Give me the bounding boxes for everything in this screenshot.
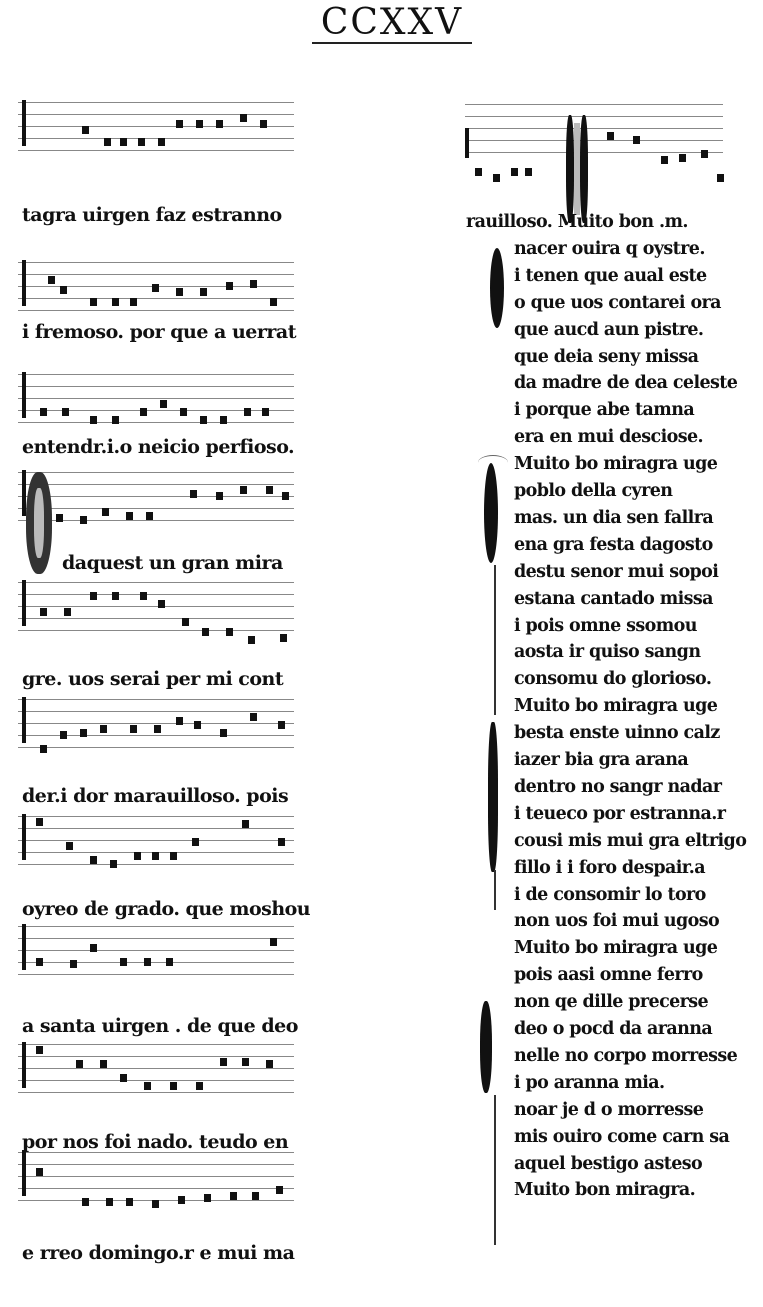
neume	[120, 1074, 127, 1082]
neume	[250, 713, 257, 721]
neume	[90, 298, 97, 306]
music-staff	[18, 258, 294, 308]
neume	[60, 731, 67, 739]
lyric-line: oyreo de grado. que moshou	[22, 898, 311, 920]
neume	[82, 126, 89, 134]
neume	[633, 136, 640, 144]
initial-flourish	[494, 565, 496, 715]
text-line: fillo i i foro despair.a	[514, 858, 705, 878]
neume	[112, 416, 119, 424]
neume	[679, 154, 686, 162]
music-staff	[18, 1148, 294, 1198]
decorated-initial-o	[486, 248, 512, 328]
neume	[244, 408, 251, 416]
lyric-line: i fremoso. por que a uerrat	[22, 321, 296, 343]
text-line: o que uos contarei ora	[514, 293, 721, 313]
text-line: que deia seny missa	[514, 347, 699, 367]
neume	[170, 852, 177, 860]
text-line: nacer ouira q oystre.	[514, 239, 705, 259]
text-line: i po aranna mia.	[514, 1073, 665, 1093]
neume	[240, 486, 247, 494]
decorated-initial-b	[484, 722, 504, 872]
text-line: i pois omne ssomou	[514, 616, 697, 636]
music-staff	[18, 370, 294, 420]
neume	[152, 284, 159, 292]
neume	[40, 608, 47, 616]
text-line: i de consomir lo toro	[514, 885, 706, 905]
neume	[40, 408, 47, 416]
text-line: da madre de dea celeste	[514, 373, 738, 393]
text-line: i porque abe tamna	[514, 400, 695, 420]
neume	[140, 408, 147, 416]
neume	[176, 288, 183, 296]
neume	[158, 600, 165, 608]
neume	[110, 860, 117, 868]
text-line: pois aasi omne ferro	[514, 965, 703, 985]
neume	[80, 516, 87, 524]
text-line: ena gra festa dagosto	[514, 535, 713, 555]
clef-mark	[22, 260, 26, 306]
text-line: mis ouiro come carn sa	[514, 1127, 730, 1147]
neume	[60, 286, 67, 294]
clef-mark	[22, 814, 26, 860]
neume	[104, 138, 111, 146]
neume	[194, 721, 201, 729]
text-line: aosta ir quiso sangn	[514, 642, 701, 662]
neume	[160, 400, 167, 408]
neume	[717, 174, 724, 182]
neume	[282, 492, 289, 500]
text-line: Muito bo miragra uge	[514, 938, 718, 958]
neume	[216, 492, 223, 500]
neume	[278, 838, 285, 846]
neume	[70, 960, 77, 968]
neume	[36, 958, 43, 966]
neume	[152, 1200, 159, 1208]
decorated-initial-p	[478, 455, 508, 565]
neume	[138, 138, 145, 146]
neume	[226, 628, 233, 636]
neume	[102, 508, 109, 516]
neume	[475, 168, 482, 176]
lyric-line: der.i dor marauilloso. pois	[22, 785, 289, 807]
neume	[36, 1046, 43, 1054]
neume	[40, 745, 47, 753]
neume	[701, 150, 708, 158]
neume	[62, 408, 69, 416]
neume	[80, 729, 87, 737]
neume	[180, 408, 187, 416]
clef-mark	[22, 1042, 26, 1088]
text-line: que aucd aun pistre.	[514, 320, 704, 340]
neume	[511, 168, 518, 176]
neume	[144, 958, 151, 966]
neume	[90, 856, 97, 864]
clef-mark	[22, 697, 26, 743]
neume	[120, 138, 127, 146]
lyric-line: por nos foi nado. teudo en	[22, 1131, 289, 1153]
music-staff	[18, 1040, 294, 1090]
neume	[661, 156, 668, 164]
lyric-line: entendr.i.o neicio perfioso.	[22, 436, 295, 458]
neume	[200, 288, 207, 296]
neume	[280, 634, 287, 642]
music-staff	[18, 922, 294, 972]
text-line: mas. un dia sen fallra	[514, 508, 714, 528]
clef-mark	[22, 580, 26, 626]
text-line: aquel bestigo asteso	[514, 1154, 703, 1174]
neume	[525, 168, 532, 176]
clef-mark	[22, 372, 26, 418]
neume	[226, 282, 233, 290]
text-line: Muito bo miragra uge	[514, 696, 718, 716]
neume	[278, 721, 285, 729]
neume	[90, 416, 97, 424]
text-line: i teueco por estranna.r	[514, 804, 726, 824]
clef-mark	[22, 100, 26, 146]
neume	[240, 114, 247, 122]
lyric-line: tagra uirgen faz estranno	[22, 204, 282, 226]
neume	[276, 1186, 283, 1194]
neume	[176, 120, 183, 128]
neume	[202, 628, 209, 636]
neume	[36, 818, 43, 826]
music-staff	[18, 98, 294, 148]
neume	[196, 1082, 203, 1090]
neume	[76, 1060, 83, 1068]
neume	[266, 1060, 273, 1068]
neume	[36, 1168, 43, 1176]
neume	[266, 486, 273, 494]
neume	[170, 1082, 177, 1090]
neume	[242, 820, 249, 828]
text-line: rauilloso. Muito bon .m.	[466, 212, 688, 232]
neume	[48, 276, 55, 284]
neume	[250, 280, 257, 288]
neume	[607, 132, 614, 140]
lyric-line: e rreo domingo.r e mui ma	[22, 1242, 295, 1264]
neume	[200, 416, 207, 424]
text-line: Muito bon miragra.	[514, 1180, 696, 1200]
text-line: Muito bo miragra uge	[514, 454, 718, 474]
lyric-line: a santa uirgen . de que deo	[22, 1015, 298, 1037]
clef-mark	[22, 924, 26, 970]
neume	[230, 1192, 237, 1200]
decorated-initial-m	[562, 115, 598, 225]
lyric-line: gre. uos serai per mi cont	[22, 668, 284, 690]
text-line: cousi mis mui gra eltrigo	[514, 831, 747, 851]
text-line: non uos foi mui ugoso	[514, 911, 720, 931]
neume	[130, 725, 137, 733]
text-line: i tenen que aual este	[514, 266, 707, 286]
clef-mark	[22, 1150, 26, 1196]
neume	[64, 608, 71, 616]
clef-mark	[465, 128, 469, 158]
text-line: deo o pocd da aranna	[514, 1019, 713, 1039]
text-line: era en mui desciose.	[514, 427, 703, 447]
neume	[100, 725, 107, 733]
lyric-line: daquest un gran mira	[62, 552, 283, 574]
text-line: noar je d o morresse	[514, 1100, 704, 1120]
text-line: nelle no corpo morresse	[514, 1046, 738, 1066]
neume	[220, 1058, 227, 1066]
music-staff	[18, 812, 294, 862]
neume	[140, 592, 147, 600]
text-line: dentro no sangr nadar	[514, 777, 722, 797]
neume	[178, 1196, 185, 1204]
neume	[152, 852, 159, 860]
neume	[182, 618, 189, 626]
neume	[190, 490, 197, 498]
neume	[144, 1082, 151, 1090]
music-staff	[18, 578, 294, 628]
neume	[220, 416, 227, 424]
text-line: poblo della cyren	[514, 481, 673, 501]
text-line: consomu do glorioso.	[514, 669, 712, 689]
neume	[493, 174, 500, 182]
text-line: estana cantado missa	[514, 589, 713, 609]
neume	[112, 592, 119, 600]
folio-number: CCXXV	[312, 4, 472, 44]
neume	[112, 298, 119, 306]
text-line: iazer bia gra arana	[514, 750, 689, 770]
neume	[252, 1192, 259, 1200]
neume	[270, 938, 277, 946]
music-staff	[18, 695, 294, 745]
neume	[242, 1058, 249, 1066]
neume	[196, 120, 203, 128]
neume	[106, 1198, 113, 1206]
neume	[82, 1198, 89, 1206]
text-line: destu senor mui sopoi	[514, 562, 719, 582]
neume	[248, 636, 255, 644]
text-line: besta enste uinno calz	[514, 723, 720, 743]
neume	[154, 725, 161, 733]
neume	[192, 838, 199, 846]
neume	[126, 1198, 133, 1206]
neume	[66, 842, 73, 850]
initial-flourish	[494, 1095, 496, 1245]
neume	[120, 958, 127, 966]
neume	[270, 298, 277, 306]
neume	[216, 120, 223, 128]
neume	[220, 729, 227, 737]
neume	[260, 120, 267, 128]
neume	[176, 717, 183, 725]
neume	[134, 852, 141, 860]
decorated-initial-p2	[474, 995, 504, 1095]
decorated-initial-left	[20, 468, 60, 578]
neume	[100, 1060, 107, 1068]
neume	[126, 512, 133, 520]
initial-flourish	[494, 870, 496, 910]
text-line: non qe dille precerse	[514, 992, 709, 1012]
neume	[146, 512, 153, 520]
neume	[158, 138, 165, 146]
neume	[166, 958, 173, 966]
neume	[90, 944, 97, 952]
neume	[130, 298, 137, 306]
neume	[262, 408, 269, 416]
neume	[90, 592, 97, 600]
neume	[204, 1194, 211, 1202]
